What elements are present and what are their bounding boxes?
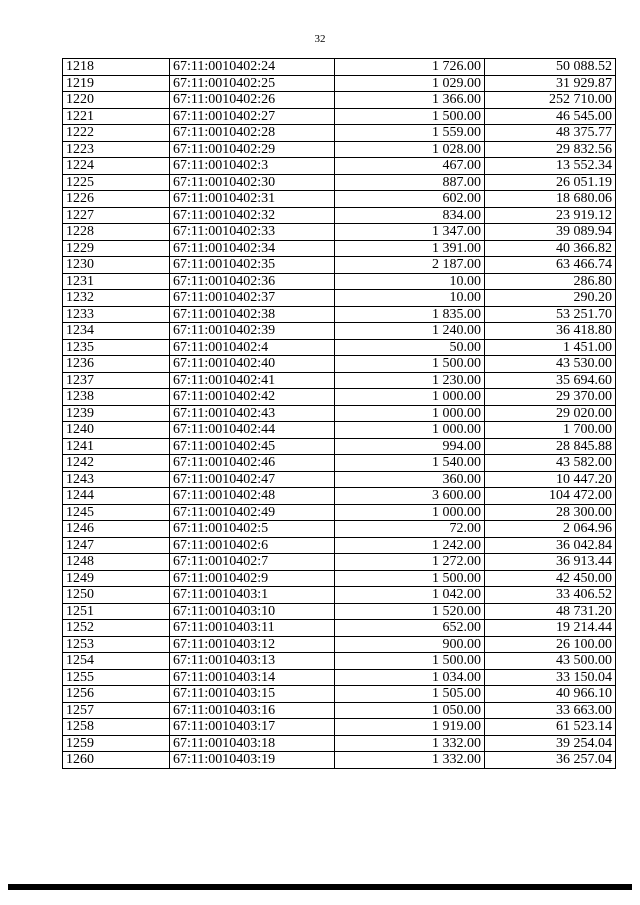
table-row (63, 537, 616, 554)
area-cell: 652.00 (335, 620, 485, 637)
row-number-cell: 1252 (63, 620, 170, 637)
table-row (63, 653, 616, 670)
value-cell: 43 582.00 (485, 455, 616, 472)
table-row (63, 455, 616, 472)
row-number-cell: 1254 (63, 653, 170, 670)
table-row (63, 735, 616, 752)
area-cell: 1 000.00 (335, 405, 485, 422)
value-cell: 19 214.44 (485, 620, 616, 637)
area-cell: 1 366.00 (335, 92, 485, 109)
cadastral-number-cell: 67:11:0010402:30 (170, 174, 335, 191)
area-cell: 1 347.00 (335, 224, 485, 241)
area-cell: 1 000.00 (335, 504, 485, 521)
value-cell: 61 523.14 (485, 719, 616, 736)
value-cell: 29 370.00 (485, 389, 616, 406)
value-cell: 36 257.04 (485, 752, 616, 769)
row-number-cell: 1230 (63, 257, 170, 274)
row-number-cell: 1225 (63, 174, 170, 191)
value-cell: 33 663.00 (485, 702, 616, 719)
cadastral-number-cell: 67:11:0010402:3 (170, 158, 335, 175)
area-cell: 1 835.00 (335, 306, 485, 323)
area-cell: 1 332.00 (335, 735, 485, 752)
row-number-cell: 1234 (63, 323, 170, 340)
area-cell: 1 028.00 (335, 141, 485, 158)
area-cell: 1 050.00 (335, 702, 485, 719)
table-row (63, 59, 616, 76)
area-cell: 1 500.00 (335, 108, 485, 125)
cadastral-number-cell: 67:11:0010403:12 (170, 636, 335, 653)
value-cell: 104 472.00 (485, 488, 616, 505)
table-body (63, 59, 616, 769)
row-number-cell: 1238 (63, 389, 170, 406)
area-cell: 2 187.00 (335, 257, 485, 274)
value-cell: 43 530.00 (485, 356, 616, 373)
row-number-cell: 1245 (63, 504, 170, 521)
row-number-cell: 1251 (63, 603, 170, 620)
area-cell: 1 500.00 (335, 653, 485, 670)
cadastral-number-cell: 67:11:0010402:49 (170, 504, 335, 521)
value-cell: 18 680.06 (485, 191, 616, 208)
cadastral-number-cell: 67:11:0010402:40 (170, 356, 335, 373)
row-number-cell: 1241 (63, 438, 170, 455)
area-cell: 3 600.00 (335, 488, 485, 505)
cadastral-number-cell: 67:11:0010403:18 (170, 735, 335, 752)
value-cell: 36 418.80 (485, 323, 616, 340)
row-number-cell: 1242 (63, 455, 170, 472)
area-cell: 1 391.00 (335, 240, 485, 257)
cadastral-number-cell: 67:11:0010402:29 (170, 141, 335, 158)
area-cell: 1 520.00 (335, 603, 485, 620)
cadastral-number-cell: 67:11:0010403:19 (170, 752, 335, 769)
row-number-cell: 1232 (63, 290, 170, 307)
value-cell: 28 300.00 (485, 504, 616, 521)
row-number-cell: 1229 (63, 240, 170, 257)
area-cell: 1 029.00 (335, 75, 485, 92)
cadastral-number-cell: 67:11:0010403:1 (170, 587, 335, 604)
table-row (63, 471, 616, 488)
value-cell: 29 832.56 (485, 141, 616, 158)
row-number-cell: 1231 (63, 273, 170, 290)
row-number-cell: 1256 (63, 686, 170, 703)
table-row (63, 702, 616, 719)
row-number-cell: 1224 (63, 158, 170, 175)
cadastral-number-cell: 67:11:0010402:37 (170, 290, 335, 307)
cadastral-number-cell: 67:11:0010402:33 (170, 224, 335, 241)
row-number-cell: 1240 (63, 422, 170, 439)
area-cell: 1 000.00 (335, 389, 485, 406)
row-number-cell: 1235 (63, 339, 170, 356)
area-cell: 10.00 (335, 273, 485, 290)
cadastral-number-cell: 67:11:0010402:6 (170, 537, 335, 554)
row-number-cell: 1250 (63, 587, 170, 604)
value-cell: 290.20 (485, 290, 616, 307)
row-number-cell: 1223 (63, 141, 170, 158)
cadastral-number-cell: 67:11:0010402:43 (170, 405, 335, 422)
cadastral-number-cell: 67:11:0010402:31 (170, 191, 335, 208)
cadastral-number-cell: 67:11:0010403:15 (170, 686, 335, 703)
area-cell: 1 500.00 (335, 570, 485, 587)
value-cell: 26 051.19 (485, 174, 616, 191)
area-cell: 1 042.00 (335, 587, 485, 604)
table-row (63, 125, 616, 142)
cadastral-number-cell: 67:11:0010403:17 (170, 719, 335, 736)
area-cell: 1 034.00 (335, 669, 485, 686)
table-row (63, 488, 616, 505)
row-number-cell: 1222 (63, 125, 170, 142)
row-number-cell: 1247 (63, 537, 170, 554)
row-number-cell: 1221 (63, 108, 170, 125)
row-number-cell: 1258 (63, 719, 170, 736)
cadastral-number-cell: 67:11:0010402:28 (170, 125, 335, 142)
table-row (63, 587, 616, 604)
footer-rule (8, 884, 632, 890)
row-number-cell: 1255 (63, 669, 170, 686)
value-cell: 50 088.52 (485, 59, 616, 76)
cadastral-number-cell: 67:11:0010402:25 (170, 75, 335, 92)
table-row (63, 554, 616, 571)
area-cell: 900.00 (335, 636, 485, 653)
area-cell: 467.00 (335, 158, 485, 175)
cadastral-number-cell: 67:11:0010402:42 (170, 389, 335, 406)
value-cell: 35 694.60 (485, 372, 616, 389)
value-cell: 286.80 (485, 273, 616, 290)
value-cell: 36 913.44 (485, 554, 616, 571)
value-cell: 252 710.00 (485, 92, 616, 109)
area-cell: 1 332.00 (335, 752, 485, 769)
row-number-cell: 1228 (63, 224, 170, 241)
table-row (63, 405, 616, 422)
row-number-cell: 1236 (63, 356, 170, 373)
cadastral-number-cell: 67:11:0010402:35 (170, 257, 335, 274)
row-number-cell: 1227 (63, 207, 170, 224)
cadastral-number-cell: 67:11:0010403:13 (170, 653, 335, 670)
cadastral-number-cell: 67:11:0010402:24 (170, 59, 335, 76)
value-cell: 48 375.77 (485, 125, 616, 142)
area-cell: 602.00 (335, 191, 485, 208)
value-cell: 46 545.00 (485, 108, 616, 125)
table-row (63, 323, 616, 340)
cadastral-number-cell: 67:11:0010402:48 (170, 488, 335, 505)
cadastral-number-cell: 67:11:0010402:46 (170, 455, 335, 472)
row-number-cell: 1248 (63, 554, 170, 571)
table-row (63, 92, 616, 109)
value-cell: 2 064.96 (485, 521, 616, 538)
value-cell: 40 966.10 (485, 686, 616, 703)
cadastral-number-cell: 67:11:0010402:44 (170, 422, 335, 439)
cadastral-number-cell: 67:11:0010402:32 (170, 207, 335, 224)
value-cell: 42 450.00 (485, 570, 616, 587)
table-row (63, 240, 616, 257)
area-cell: 1 272.00 (335, 554, 485, 571)
value-cell: 63 466.74 (485, 257, 616, 274)
area-cell: 72.00 (335, 521, 485, 538)
value-cell: 1 451.00 (485, 339, 616, 356)
cadastral-number-cell: 67:11:0010402:39 (170, 323, 335, 340)
area-cell: 1 559.00 (335, 125, 485, 142)
value-cell: 39 254.04 (485, 735, 616, 752)
table-row (63, 719, 616, 736)
value-cell: 1 700.00 (485, 422, 616, 439)
area-cell: 887.00 (335, 174, 485, 191)
table-row (63, 356, 616, 373)
value-cell: 36 042.84 (485, 537, 616, 554)
cadastral-number-cell: 67:11:0010402:27 (170, 108, 335, 125)
table-row (63, 224, 616, 241)
table-row (63, 191, 616, 208)
value-cell: 13 552.34 (485, 158, 616, 175)
row-number-cell: 1249 (63, 570, 170, 587)
value-cell: 31 929.87 (485, 75, 616, 92)
cadastral-number-cell: 67:11:0010403:11 (170, 620, 335, 637)
area-cell: 834.00 (335, 207, 485, 224)
table-row (63, 570, 616, 587)
table-row (63, 620, 616, 637)
cadastral-number-cell: 67:11:0010402:47 (170, 471, 335, 488)
value-cell: 33 150.04 (485, 669, 616, 686)
table-row (63, 686, 616, 703)
table-row (63, 521, 616, 538)
area-cell: 1 919.00 (335, 719, 485, 736)
area-cell: 1 242.00 (335, 537, 485, 554)
area-cell: 1 240.00 (335, 323, 485, 340)
row-number-cell: 1259 (63, 735, 170, 752)
cadastral-number-cell: 67:11:0010402:7 (170, 554, 335, 571)
land-parcel-table (62, 58, 616, 769)
cadastral-number-cell: 67:11:0010402:9 (170, 570, 335, 587)
page-number: 32 (314, 33, 326, 45)
cadastral-number-cell: 67:11:0010403:10 (170, 603, 335, 620)
area-cell: 10.00 (335, 290, 485, 307)
area-cell: 1 500.00 (335, 356, 485, 373)
area-cell: 1 230.00 (335, 372, 485, 389)
table-row (63, 339, 616, 356)
value-cell: 28 845.88 (485, 438, 616, 455)
cadastral-number-cell: 67:11:0010402:45 (170, 438, 335, 455)
cadastral-number-cell: 67:11:0010402:34 (170, 240, 335, 257)
cadastral-number-cell: 67:11:0010402:5 (170, 521, 335, 538)
row-number-cell: 1220 (63, 92, 170, 109)
cadastral-number-cell: 67:11:0010403:14 (170, 669, 335, 686)
row-number-cell: 1226 (63, 191, 170, 208)
row-number-cell: 1257 (63, 702, 170, 719)
table-row (63, 636, 616, 653)
table-row (63, 306, 616, 323)
row-number-cell: 1253 (63, 636, 170, 653)
table-row (63, 372, 616, 389)
cadastral-number-cell: 67:11:0010402:4 (170, 339, 335, 356)
cadastral-number-cell: 67:11:0010402:26 (170, 92, 335, 109)
table-row (63, 290, 616, 307)
area-cell: 994.00 (335, 438, 485, 455)
table-row (63, 141, 616, 158)
table-row (63, 438, 616, 455)
value-cell: 33 406.52 (485, 587, 616, 604)
row-number-cell: 1239 (63, 405, 170, 422)
area-cell: 1 505.00 (335, 686, 485, 703)
cadastral-number-cell: 67:11:0010402:36 (170, 273, 335, 290)
table-row (63, 422, 616, 439)
area-cell: 360.00 (335, 471, 485, 488)
row-number-cell: 1243 (63, 471, 170, 488)
row-number-cell: 1244 (63, 488, 170, 505)
row-number-cell: 1246 (63, 521, 170, 538)
cadastral-number-cell: 67:11:0010402:41 (170, 372, 335, 389)
row-number-cell: 1218 (63, 59, 170, 76)
row-number-cell: 1219 (63, 75, 170, 92)
table-row (63, 207, 616, 224)
value-cell: 29 020.00 (485, 405, 616, 422)
row-number-cell: 1233 (63, 306, 170, 323)
row-number-cell: 1237 (63, 372, 170, 389)
value-cell: 48 731.20 (485, 603, 616, 620)
row-number-cell: 1260 (63, 752, 170, 769)
value-cell: 23 919.12 (485, 207, 616, 224)
table-row (63, 389, 616, 406)
table-row (63, 257, 616, 274)
area-cell: 1 000.00 (335, 422, 485, 439)
table-row (63, 158, 616, 175)
area-cell: 50.00 (335, 339, 485, 356)
value-cell: 10 447.20 (485, 471, 616, 488)
table-row (63, 273, 616, 290)
table-row (63, 752, 616, 769)
value-cell: 26 100.00 (485, 636, 616, 653)
value-cell: 43 500.00 (485, 653, 616, 670)
value-cell: 40 366.82 (485, 240, 616, 257)
value-cell: 39 089.94 (485, 224, 616, 241)
value-cell: 53 251.70 (485, 306, 616, 323)
cadastral-number-cell: 67:11:0010402:38 (170, 306, 335, 323)
table-row (63, 669, 616, 686)
table-row (63, 174, 616, 191)
area-cell: 1 540.00 (335, 455, 485, 472)
table-row (63, 504, 616, 521)
table-row (63, 603, 616, 620)
table-row (63, 108, 616, 125)
table-row (63, 75, 616, 92)
cadastral-number-cell: 67:11:0010403:16 (170, 702, 335, 719)
area-cell: 1 726.00 (335, 59, 485, 76)
